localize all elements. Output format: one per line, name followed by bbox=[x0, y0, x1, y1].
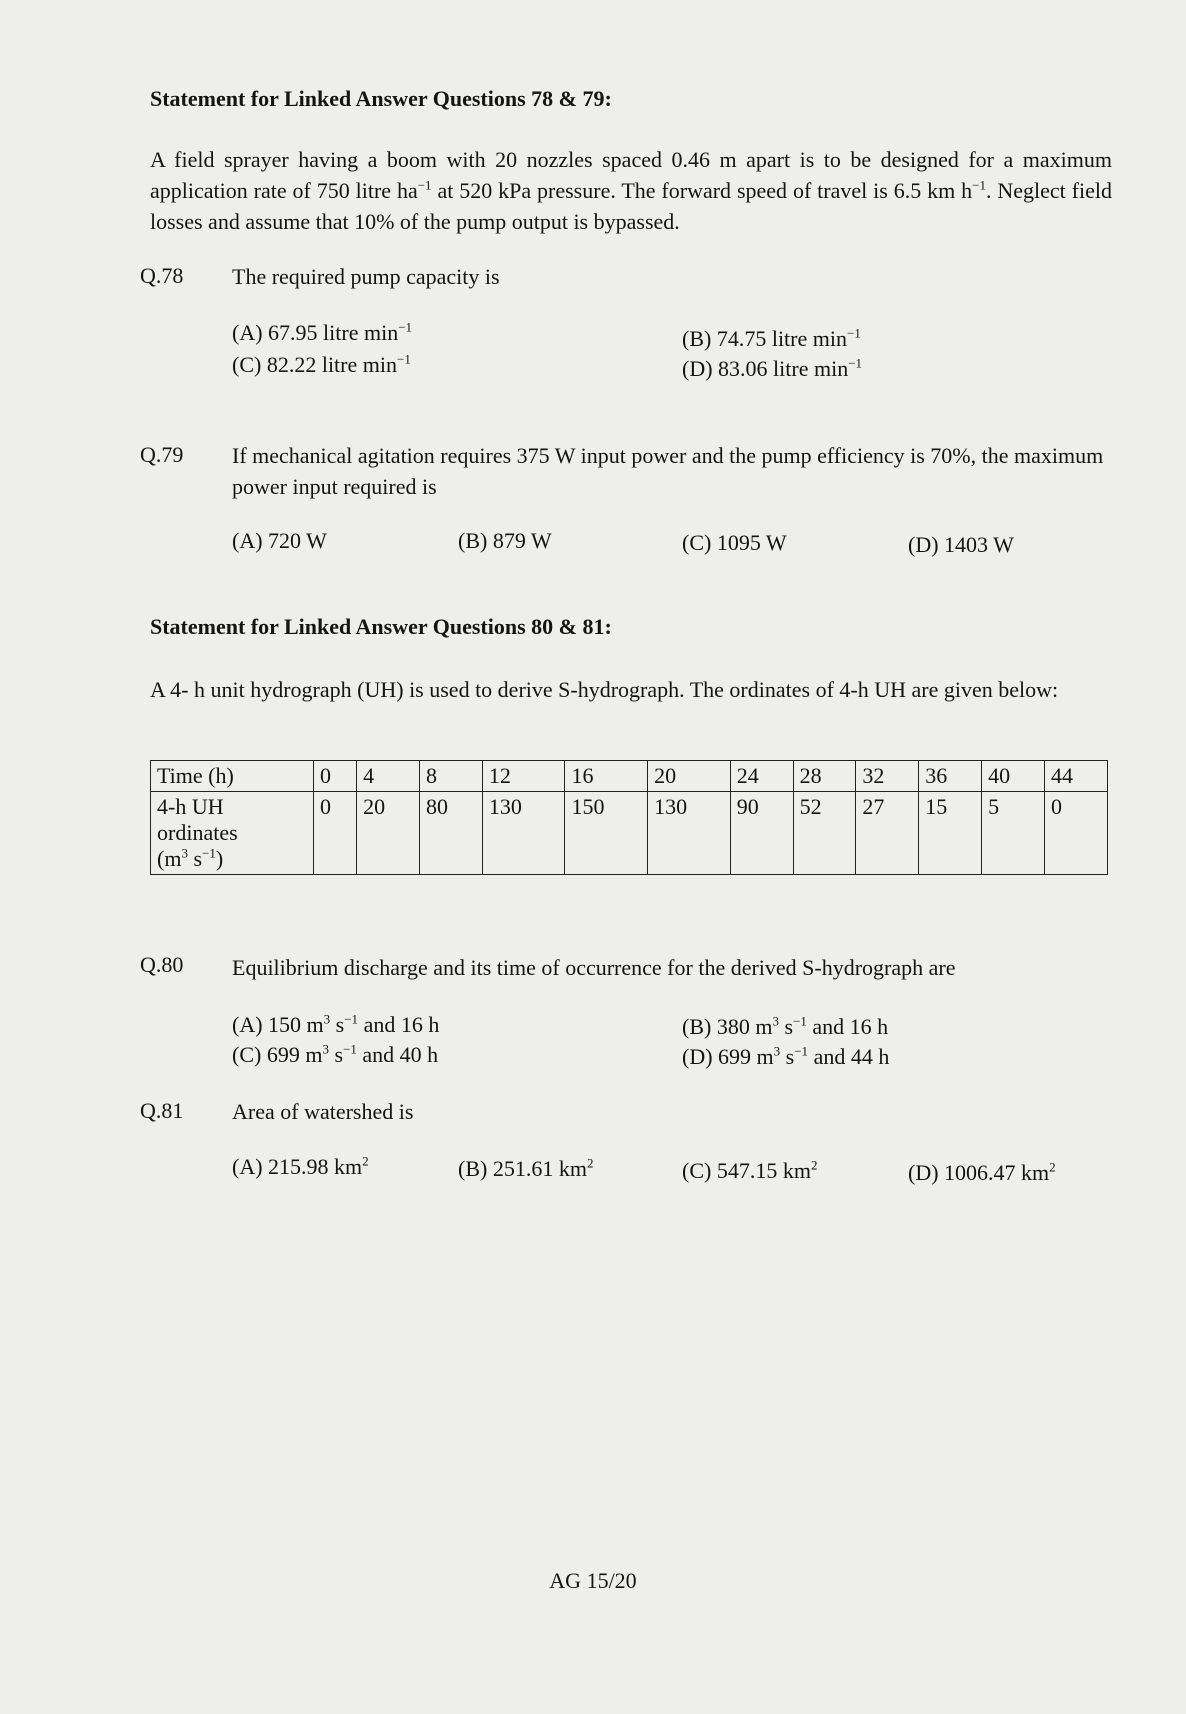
time-cell: 8 bbox=[419, 761, 482, 792]
linked-heading-78-79: Statement for Linked Answer Questions 78 & 79: bbox=[150, 86, 612, 111]
ordinate-cell: 52 bbox=[793, 792, 856, 875]
time-cell: 36 bbox=[919, 761, 982, 792]
option-80-c: (C) 699 $m^3$ $s^{-1}$ and 40 h bbox=[232, 1041, 439, 1067]
ordinate-cell: 15 bbox=[919, 792, 982, 875]
ordinate-cell: 5 bbox=[982, 792, 1045, 875]
time-cell: 28 bbox=[793, 761, 856, 792]
option-79-c: (C) 1095 W bbox=[682, 530, 787, 555]
option-80-b: (B) 380 $m^3$ $s^{-1}$ and 16 h bbox=[682, 1013, 889, 1039]
time-cell: 32 bbox=[856, 761, 919, 792]
ordinate-cell: 27 bbox=[856, 792, 919, 875]
option-79-b: (B) 879 W bbox=[458, 528, 552, 553]
linked-statement-78-79: A field sprayer having a boom with 20 nozzles spaced 0.46 m apart is to be designed for a maximum application rate of 750 litre $ha^{-1}$ at 520 kPa pressure. The forward speed of travel is 6.5 km $h^{-1}$. Neglect field losses and assume that 10% of the pump output is bypassed. bbox=[150, 147, 1112, 234]
time-cell: 40 bbox=[982, 761, 1045, 792]
ordinate-cell: 90 bbox=[730, 792, 793, 875]
ordinate-cell: 130 bbox=[648, 792, 731, 875]
page-footer: AG 15/20 bbox=[549, 1568, 637, 1593]
ordinate-cell: 130 bbox=[482, 792, 565, 875]
option-78-c: (C) 82.22 litre $\min^{-1}$ bbox=[232, 351, 411, 377]
table-row-label-ordinates: 4-h UH ordinates ($m^3$ $s^{-1}$) bbox=[151, 792, 314, 875]
ordinate-cell: 0 bbox=[1045, 792, 1108, 875]
option-78-d: (D) 83.06 litre $\min^{-1}$ bbox=[682, 355, 863, 381]
time-cell: 16 bbox=[565, 761, 648, 792]
question-text-78: The required pump capacity is bbox=[232, 264, 500, 289]
option-78-a: (A) 67.95 litre $\min^{-1}$ bbox=[232, 319, 413, 345]
option-81-c: (C) 547.15 $km^2$ bbox=[682, 1157, 818, 1183]
option-81-b: (B) 251.61 $km^2$ bbox=[458, 1155, 594, 1181]
option-80-d: (D) 699 $m^3$ $s^{-1}$ and 44 h bbox=[682, 1043, 890, 1069]
time-cell: 44 bbox=[1045, 761, 1108, 792]
time-cell: 12 bbox=[482, 761, 565, 792]
question-text-79: If mechanical agitation requires 375 W input power and the pump efficiency is 70%, the maximum power input required is bbox=[232, 443, 1104, 499]
option-81-a: (A) 215.98 $km^2$ bbox=[232, 1153, 369, 1179]
question-number-80: Q.80 bbox=[140, 952, 184, 977]
time-cell: 4 bbox=[357, 761, 420, 792]
table-row-time bbox=[151, 761, 1108, 792]
option-79-d: (D) 1403 W bbox=[908, 532, 1014, 557]
question-number-79: Q.79 bbox=[140, 442, 184, 467]
option-81-d: (D) 1006.47 $km^2$ bbox=[908, 1159, 1056, 1185]
linked-heading-80-81: Statement for Linked Answer Questions 80 & 81: bbox=[150, 614, 612, 639]
time-cell: 20 bbox=[648, 761, 731, 792]
question-text-81: Area of watershed is bbox=[232, 1099, 414, 1124]
question-number-78: Q.78 bbox=[140, 263, 184, 288]
table-row-label-time: Time (h) bbox=[151, 761, 314, 792]
ordinate-cell: 0 bbox=[314, 792, 357, 875]
question-number-81: Q.81 bbox=[140, 1098, 184, 1123]
ordinate-cell: 20 bbox=[357, 792, 420, 875]
time-cell: 24 bbox=[730, 761, 793, 792]
linked-statement-80-81: A 4- h unit hydrograph (UH) is used to derive S-hydrograph. The ordinates of 4-h UH are given below: bbox=[150, 677, 1059, 702]
unit-hydrograph-table bbox=[150, 760, 1108, 875]
option-79-a: (A) 720 W bbox=[232, 528, 327, 553]
question-text-80: Equilibrium discharge and its time of occurrence for the derived S-hydrograph are bbox=[232, 955, 956, 980]
ordinate-cell: 80 bbox=[419, 792, 482, 875]
option-78-b: (B) 74.75 litre $\min^{-1}$ bbox=[682, 325, 861, 351]
table-row-ordinates bbox=[151, 792, 1108, 875]
ordinate-cell: 150 bbox=[565, 792, 648, 875]
option-80-a: (A) 150 $m^3$ $s^{-1}$ and 16 h bbox=[232, 1011, 440, 1037]
time-cell: 0 bbox=[314, 761, 357, 792]
